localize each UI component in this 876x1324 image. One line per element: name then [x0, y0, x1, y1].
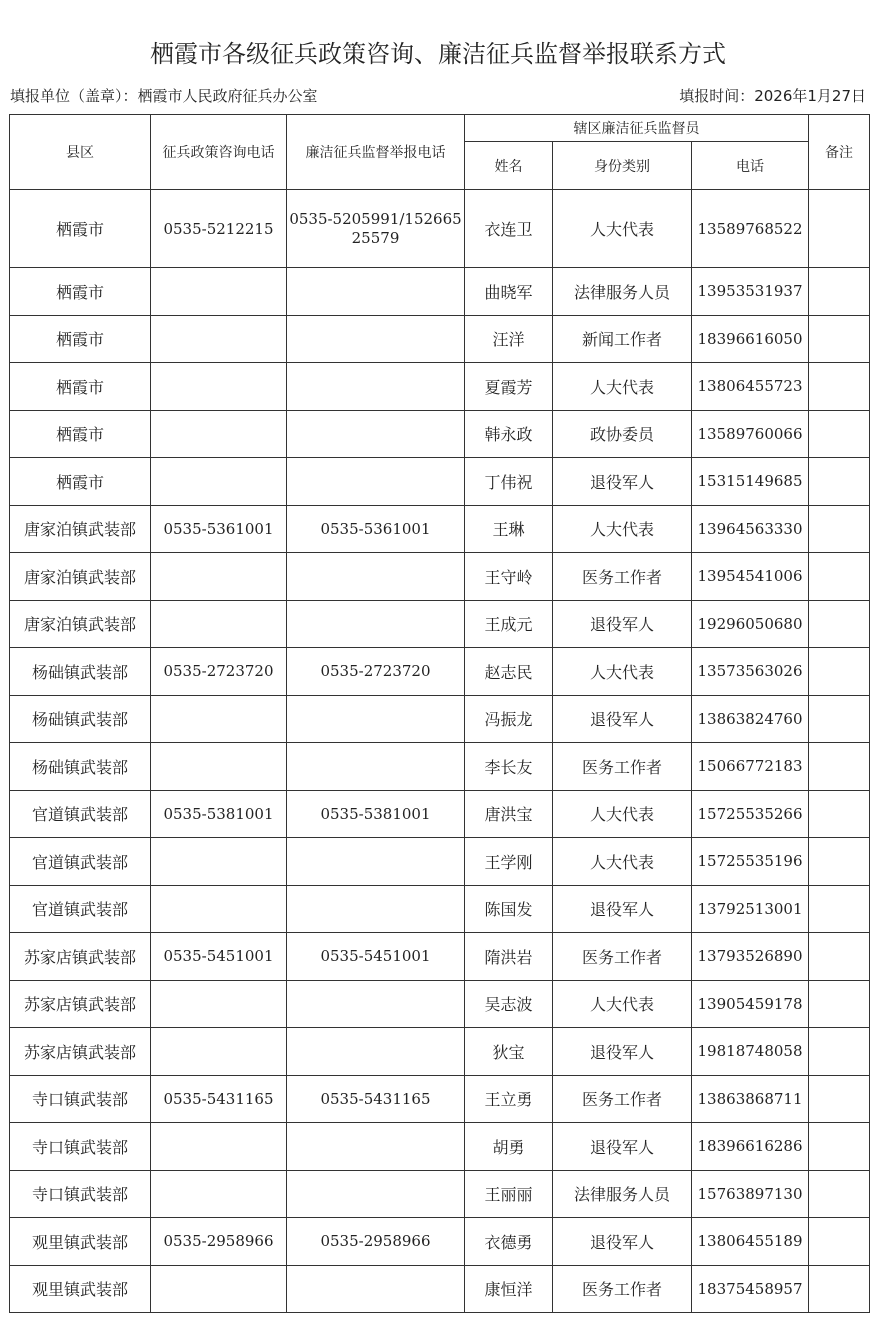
county-cell: 栖霞市 [10, 268, 151, 316]
identity-cell: 人大代表 [553, 190, 692, 268]
county-cell: 苏家店镇武装部 [10, 1028, 151, 1076]
table-row [10, 1075, 870, 1123]
name-cell: 隋洪岩 [465, 933, 553, 981]
phone-cell: 18396616050 [692, 315, 809, 363]
identity-cell: 医务工作者 [553, 553, 692, 601]
phone-cell: 13953531937 [692, 268, 809, 316]
phone-cell: 13964563330 [692, 505, 809, 553]
county-cell: 寺口镇武装部 [10, 1123, 151, 1171]
reporting-unit: 填报单位（盖章）：栖霞市人民政府征兵办公室 [10, 87, 318, 105]
name-cell: 夏霞芳 [465, 363, 553, 411]
report-phone-cell [287, 553, 465, 601]
page-title: 栖霞市各级征兵政策咨询、廉洁征兵监督举报联系方式 [150, 40, 726, 68]
consult-phone-cell: 0535-5212215 [151, 190, 287, 268]
header-name: 姓名 [465, 142, 553, 190]
table-row [10, 363, 870, 411]
table-row [10, 743, 870, 791]
phone-cell: 19296050680 [692, 600, 809, 648]
table-row [10, 1123, 870, 1171]
identity-cell: 人大代表 [553, 790, 692, 838]
table-row [10, 790, 870, 838]
report-phone-cell [287, 1265, 465, 1313]
consult-phone-cell [151, 885, 287, 933]
identity-cell: 退役军人 [553, 885, 692, 933]
table-row [10, 648, 870, 696]
remark-cell [809, 315, 870, 363]
name-cell: 康恒洋 [465, 1265, 553, 1313]
name-cell: 汪洋 [465, 315, 553, 363]
county-cell: 寺口镇武装部 [10, 1075, 151, 1123]
remark-cell [809, 885, 870, 933]
remark-cell [809, 505, 870, 553]
report-phone-cell: 0535-5361001 [287, 505, 465, 553]
remark-cell [809, 1075, 870, 1123]
report-phone-cell [287, 268, 465, 316]
consult-phone-cell [151, 1265, 287, 1313]
consult-phone-cell [151, 1028, 287, 1076]
report-phone-cell [287, 980, 465, 1028]
name-cell: 胡勇 [465, 1123, 553, 1171]
consult-phone-cell: 0535-2723720 [151, 648, 287, 696]
report-phone-cell [287, 743, 465, 791]
reporting-date: 填报时间：2026年1月27日 [679, 87, 866, 105]
name-cell: 王琳 [465, 505, 553, 553]
consult-phone-cell: 0535-5431165 [151, 1075, 287, 1123]
consult-phone-cell [151, 980, 287, 1028]
name-cell: 冯振龙 [465, 695, 553, 743]
county-cell: 寺口镇武装部 [10, 1170, 151, 1218]
remark-cell [809, 743, 870, 791]
consult-phone-cell [151, 1170, 287, 1218]
identity-cell: 人大代表 [553, 363, 692, 411]
name-cell: 唐洪宝 [465, 790, 553, 838]
table-row [10, 1218, 870, 1266]
consult-phone-cell [151, 268, 287, 316]
remark-cell [809, 648, 870, 696]
contact-table [9, 114, 870, 1313]
name-cell: 韩永政 [465, 410, 553, 458]
phone-cell: 15725535266 [692, 790, 809, 838]
header-report-phone: 廉洁征兵监督举报电话 [287, 115, 465, 190]
county-cell: 官道镇武装部 [10, 838, 151, 886]
county-cell: 栖霞市 [10, 410, 151, 458]
identity-cell: 人大代表 [553, 505, 692, 553]
table-row [10, 553, 870, 601]
name-cell: 陈国发 [465, 885, 553, 933]
remark-cell [809, 363, 870, 411]
name-cell: 曲晓军 [465, 268, 553, 316]
header-phone: 电话 [692, 142, 809, 190]
name-cell: 衣德勇 [465, 1218, 553, 1266]
report-phone-cell [287, 363, 465, 411]
identity-cell: 退役军人 [553, 695, 692, 743]
phone-cell: 13863868711 [692, 1075, 809, 1123]
consult-phone-cell [151, 458, 287, 506]
county-cell: 官道镇武装部 [10, 790, 151, 838]
consult-phone-cell [151, 743, 287, 791]
identity-cell: 医务工作者 [553, 933, 692, 981]
consult-phone-cell [151, 315, 287, 363]
table-row [10, 1170, 870, 1218]
county-cell: 栖霞市 [10, 363, 151, 411]
remark-cell [809, 268, 870, 316]
phone-cell: 15066772183 [692, 743, 809, 791]
name-cell: 丁伟祝 [465, 458, 553, 506]
consult-phone-cell [151, 363, 287, 411]
remark-cell [809, 553, 870, 601]
table-row [10, 315, 870, 363]
phone-cell: 13806455189 [692, 1218, 809, 1266]
report-phone-cell [287, 600, 465, 648]
identity-cell: 医务工作者 [553, 1265, 692, 1313]
remark-cell [809, 1218, 870, 1266]
consult-phone-cell [151, 695, 287, 743]
consult-phone-cell: 0535-5361001 [151, 505, 287, 553]
identity-cell: 政协委员 [553, 410, 692, 458]
remark-cell [809, 458, 870, 506]
phone-cell: 13573563026 [692, 648, 809, 696]
name-cell: 王学刚 [465, 838, 553, 886]
phone-cell: 13793526890 [692, 933, 809, 981]
name-cell: 衣连卫 [465, 190, 553, 268]
county-cell: 观里镇武装部 [10, 1265, 151, 1313]
consult-phone-cell [151, 1123, 287, 1171]
name-cell: 王立勇 [465, 1075, 553, 1123]
phone-cell: 13806455723 [692, 363, 809, 411]
county-cell: 杨础镇武装部 [10, 648, 151, 696]
report-phone-cell [287, 1028, 465, 1076]
county-cell: 官道镇武装部 [10, 885, 151, 933]
remark-cell [809, 838, 870, 886]
table-row [10, 190, 870, 268]
phone-cell: 18396616286 [692, 1123, 809, 1171]
phone-cell: 13589768522 [692, 190, 809, 268]
table-row [10, 1265, 870, 1313]
header-identity: 身份类别 [553, 142, 692, 190]
county-cell: 唐家泊镇武装部 [10, 553, 151, 601]
table-row [10, 933, 870, 981]
identity-cell: 法律服务人员 [553, 1170, 692, 1218]
consult-phone-cell [151, 410, 287, 458]
remark-cell [809, 190, 870, 268]
name-cell: 李长友 [465, 743, 553, 791]
consult-phone-cell: 0535-2958966 [151, 1218, 287, 1266]
identity-cell: 人大代表 [553, 838, 692, 886]
phone-cell: 13589760066 [692, 410, 809, 458]
report-phone-cell [287, 410, 465, 458]
report-phone-cell [287, 315, 465, 363]
county-cell: 杨础镇武装部 [10, 743, 151, 791]
phone-cell: 13905459178 [692, 980, 809, 1028]
remark-cell [809, 600, 870, 648]
county-cell: 唐家泊镇武装部 [10, 505, 151, 553]
report-phone-cell [287, 885, 465, 933]
identity-cell: 退役军人 [553, 1218, 692, 1266]
report-phone-cell: 0535-5431165 [287, 1075, 465, 1123]
phone-cell: 13954541006 [692, 553, 809, 601]
header-county: 县区 [10, 115, 151, 190]
county-cell: 栖霞市 [10, 458, 151, 506]
table-row [10, 410, 870, 458]
table-row [10, 268, 870, 316]
phone-cell: 15315149685 [692, 458, 809, 506]
table-row [10, 838, 870, 886]
phone-cell: 15725535196 [692, 838, 809, 886]
report-phone-cell [287, 1170, 465, 1218]
phone-cell: 18375458957 [692, 1265, 809, 1313]
report-phone-cell: 0535-2958966 [287, 1218, 465, 1266]
county-cell: 栖霞市 [10, 190, 151, 268]
consult-phone-cell: 0535-5381001 [151, 790, 287, 838]
phone-cell: 15763897130 [692, 1170, 809, 1218]
county-cell: 栖霞市 [10, 315, 151, 363]
consult-phone-cell: 0535-5451001 [151, 933, 287, 981]
report-phone-cell: 0535-5205991/15266525579 [287, 190, 465, 268]
consult-phone-cell [151, 553, 287, 601]
identity-cell: 退役军人 [553, 1123, 692, 1171]
name-cell: 王成元 [465, 600, 553, 648]
header-remark: 备注 [809, 115, 870, 190]
remark-cell [809, 695, 870, 743]
remark-cell [809, 1170, 870, 1218]
identity-cell: 医务工作者 [553, 1075, 692, 1123]
remark-cell [809, 1028, 870, 1076]
name-cell: 王丽丽 [465, 1170, 553, 1218]
table-body [10, 190, 870, 1313]
county-cell: 唐家泊镇武装部 [10, 600, 151, 648]
name-cell: 吴志波 [465, 980, 553, 1028]
report-phone-cell: 0535-5451001 [287, 933, 465, 981]
table-row [10, 1028, 870, 1076]
table-row [10, 458, 870, 506]
remark-cell [809, 790, 870, 838]
county-cell: 杨础镇武装部 [10, 695, 151, 743]
county-cell: 苏家店镇武装部 [10, 933, 151, 981]
report-phone-cell [287, 458, 465, 506]
identity-cell: 人大代表 [553, 980, 692, 1028]
header-consult-phone: 征兵政策咨询电话 [151, 115, 287, 190]
remark-cell [809, 1123, 870, 1171]
remark-cell [809, 980, 870, 1028]
county-cell: 观里镇武装部 [10, 1218, 151, 1266]
report-phone-cell [287, 695, 465, 743]
phone-cell: 13792513001 [692, 885, 809, 933]
report-phone-cell: 0535-5381001 [287, 790, 465, 838]
report-phone-cell: 0535-2723720 [287, 648, 465, 696]
county-cell: 苏家店镇武装部 [10, 980, 151, 1028]
name-cell: 赵志民 [465, 648, 553, 696]
identity-cell: 人大代表 [553, 648, 692, 696]
report-phone-cell [287, 1123, 465, 1171]
identity-cell: 新闻工作者 [553, 315, 692, 363]
table-row [10, 505, 870, 553]
identity-cell: 退役军人 [553, 600, 692, 648]
name-cell: 狄宝 [465, 1028, 553, 1076]
table-row [10, 600, 870, 648]
identity-cell: 法律服务人员 [553, 268, 692, 316]
phone-cell: 19818748058 [692, 1028, 809, 1076]
phone-cell: 13863824760 [692, 695, 809, 743]
table-row [10, 885, 870, 933]
report-phone-cell [287, 838, 465, 886]
remark-cell [809, 410, 870, 458]
consult-phone-cell [151, 838, 287, 886]
remark-cell [809, 933, 870, 981]
consult-phone-cell [151, 600, 287, 648]
remark-cell [809, 1265, 870, 1313]
identity-cell: 退役军人 [553, 1028, 692, 1076]
table-row [10, 980, 870, 1028]
table-row [10, 695, 870, 743]
identity-cell: 医务工作者 [553, 743, 692, 791]
header-supervisor-group: 辖区廉洁征兵监督员 [465, 115, 809, 142]
name-cell: 王守岭 [465, 553, 553, 601]
identity-cell: 退役军人 [553, 458, 692, 506]
